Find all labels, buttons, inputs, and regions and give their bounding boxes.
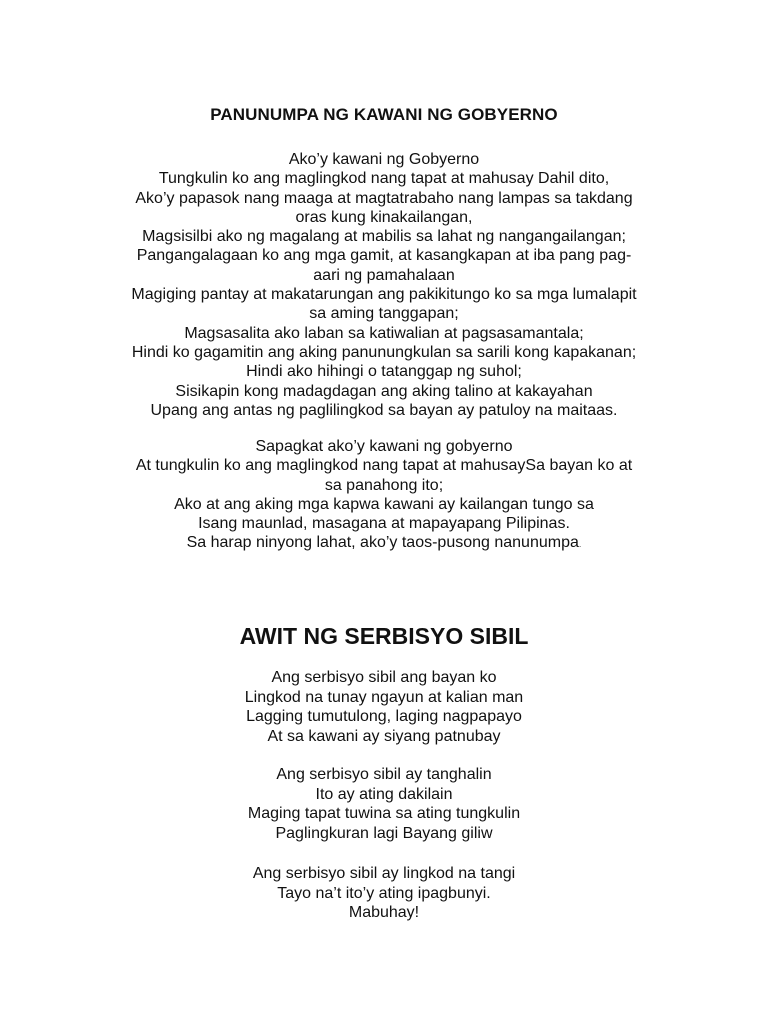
song-line: Ang serbisyo sibil ay lingkod na tangi: [252, 865, 516, 882]
oath-line: Isang maunlad, masagana at mapayapang Pilipinas.: [198, 515, 570, 533]
song-line: Lagging tumutulong, laging nagpapayo: [246, 708, 522, 725]
oath-line: Ako’y papasok nang maaga at magtatrabaho nang lampas sa takdang: [135, 189, 633, 207]
song-stanza-3: [60, 864, 708, 923]
oath-line: Pangangalagaan ko ang mga gamit, at kasangkapan at iba pang pag-: [136, 247, 632, 265]
song-line: Paglingkuran lagi Bayang giliw: [275, 824, 493, 842]
oath-closing-text: Sa harap ninyong lahat, ako’y taos-pusong nanunumpa: [186, 534, 579, 552]
oath-line: Magsasalita ako laban sa katiwalian at pagsasamantala;: [184, 324, 584, 342]
song-stanza-1: [60, 668, 708, 746]
oath-line: oras kung kinakailangan,: [295, 208, 473, 226]
song-line: Ito ay ating dakilain: [315, 785, 453, 803]
oath-line: Ako at ang aking mga kapwa kawani ay kailangan tungo sa: [174, 495, 594, 513]
song-line: Ang serbisyo sibil ay tanghalin: [276, 766, 492, 783]
song-title: AWIT NG SERBISYO SIBIL: [239, 623, 529, 649]
song-line: Maging tapat tuwina sa ating tungkulin: [247, 805, 521, 822]
song-line: Tayo na’t ito’y ating ipagbunyi.: [277, 884, 491, 902]
oath-line: Upang ang antas ng paglilingkod sa bayan ay patuloy na maitaas.: [150, 401, 618, 419]
oath-line: Magsisilbi ako ng magalang at mabilis sa lahat ng nangangailangan;: [142, 228, 626, 246]
oath-line: Tungkulin ko ang maglingkod nang tapat at mahusay Dahil dito,: [158, 170, 610, 188]
oath-line: sa panahong ito;: [324, 476, 444, 494]
oath-line: Sisikapin kong madagdagan ang aking talino at kakayahan: [175, 382, 593, 400]
oath-line: Hindi ako hihingi o tatanggap ng suhol;: [246, 363, 522, 381]
oath-line: aari ng pamahalaan: [313, 266, 455, 284]
oath-paragraph-2: [60, 437, 708, 555]
song-line: At sa kawani ay siyang patnubay: [267, 727, 501, 745]
oath-line: Sapagkat ako’y kawani ng gobyerno: [255, 438, 513, 455]
song-line: Lingkod na tunay ngayun at kalian man: [244, 688, 524, 706]
oath-title: PANUNUMPA NG KAWANI NG GOBYERNO: [210, 105, 558, 124]
oath-closing-line: [60, 533, 708, 554]
song-stanza-2: [60, 765, 708, 843]
song-line: Ang serbisyo sibil ang bayan ko: [271, 669, 497, 686]
oath-line: Hindi ko gagamitin ang aking panunungkulan sa sarili kong kapakanan;: [131, 343, 637, 361]
oath-line: At tungkulin ko ang maglingkod nang tapat at mahusaySa bayan ko at: [135, 457, 633, 475]
oath-line: Magiging pantay at makatarungan ang pakikitungo ko sa mga lumalapit: [131, 286, 637, 304]
oath-paragraph-1: [60, 150, 708, 420]
trailing-period: .: [578, 539, 582, 550]
song-line: Mabuhay!: [348, 904, 420, 921]
oath-line: Ako’y kawani ng Gobyerno: [288, 151, 480, 168]
oath-line: sa aming tanggapan;: [309, 305, 459, 323]
